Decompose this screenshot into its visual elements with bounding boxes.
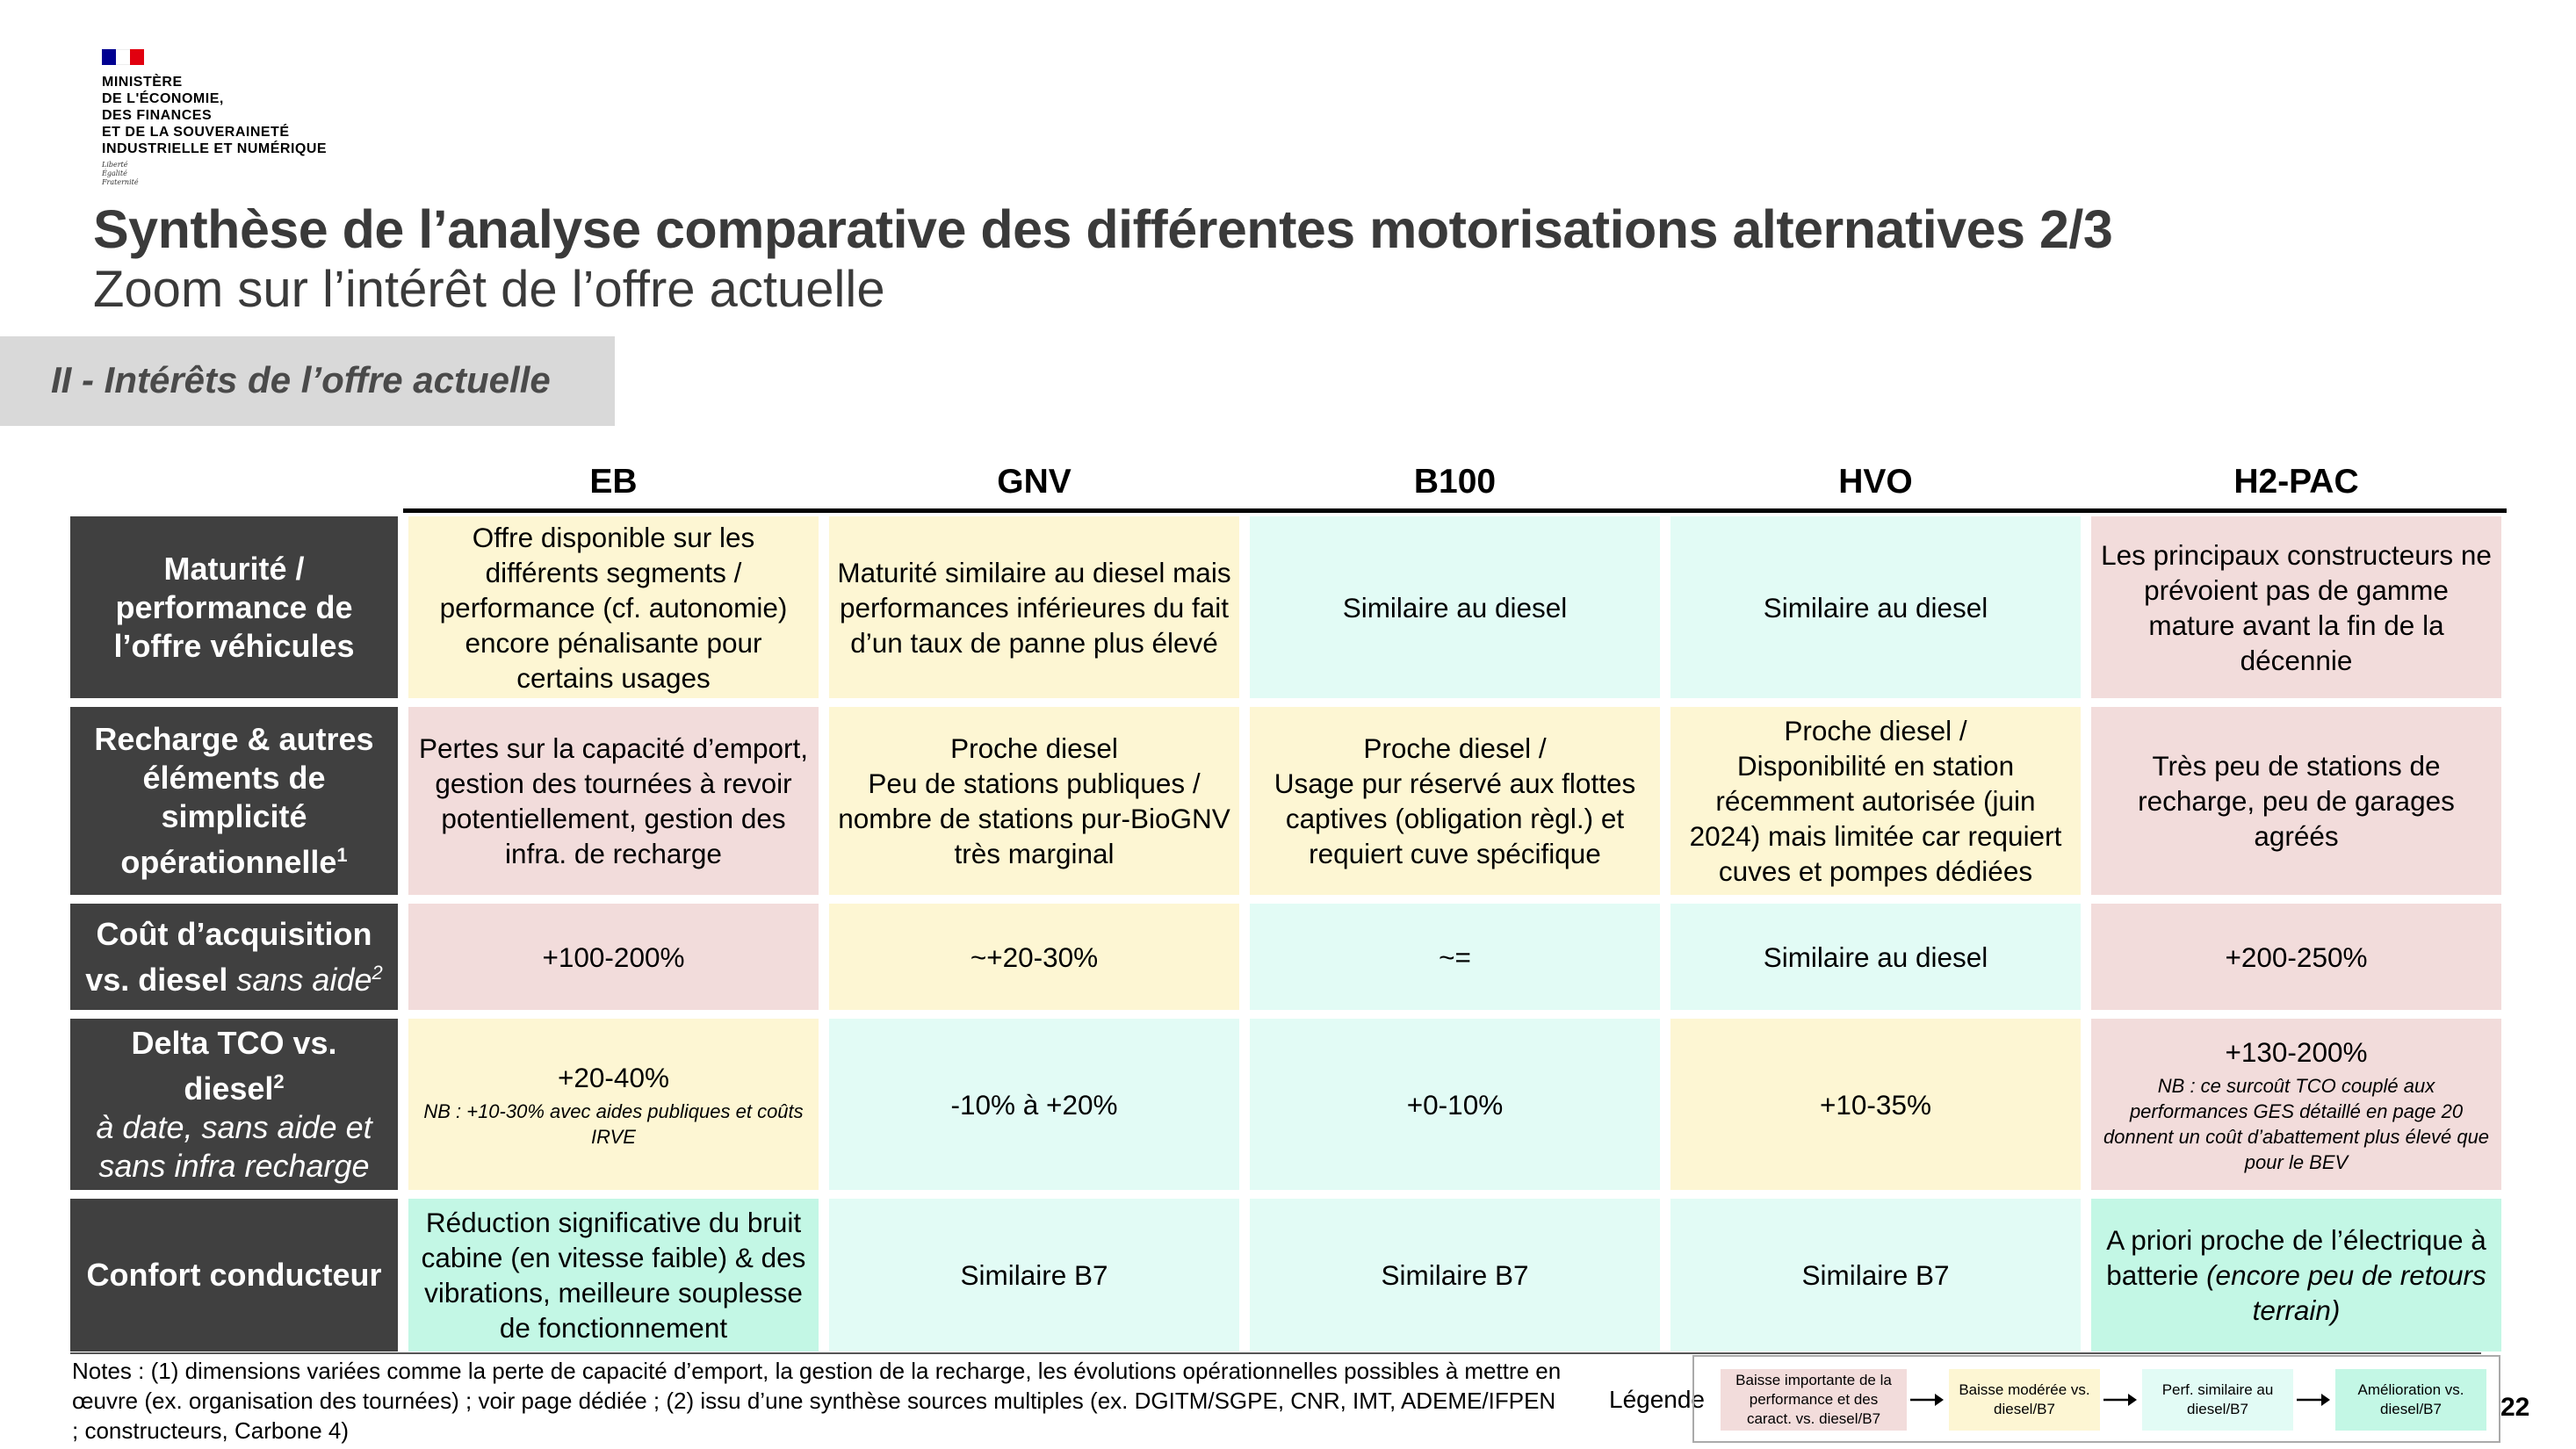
row-header-label bbox=[81, 720, 387, 882]
table-cell bbox=[2091, 1019, 2501, 1190]
legend-item-moderate-decrease: Baisse modérée vs. diesel/B7 bbox=[1949, 1369, 2100, 1431]
column-header-h2pac: H2-PAC bbox=[2091, 457, 2501, 508]
page-number: 22 bbox=[2500, 1393, 2530, 1422]
table-cell bbox=[2091, 904, 2501, 1010]
cell-text: Similaire au diesel bbox=[1763, 591, 1988, 624]
row-header-label bbox=[81, 915, 387, 999]
ministry-name-line: MINISTÈRE bbox=[102, 75, 183, 90]
motto-line: Égalité bbox=[102, 169, 127, 177]
cell-text bbox=[2098, 1222, 2494, 1328]
cell-text: +130-200% bbox=[2225, 1035, 2368, 1068]
table-cell bbox=[829, 707, 1239, 895]
table-cell bbox=[408, 904, 819, 1010]
table-cell bbox=[1670, 1199, 2081, 1352]
cell-text: Proche diesel Peu de stations publiques / nombre de stations pur-BioGNV très marginal bbox=[838, 732, 1230, 869]
arrow-right-icon bbox=[1910, 1392, 1945, 1408]
table-corner bbox=[70, 457, 398, 508]
table-cell bbox=[2091, 516, 2501, 698]
table-cell bbox=[1250, 707, 1660, 895]
motto-line: Fraternité bbox=[102, 178, 139, 186]
legend-item-strong-decrease: Baisse importante de la performance et des caract. vs. diesel/B7 bbox=[1721, 1369, 1907, 1431]
table-cell bbox=[408, 516, 819, 698]
row-header-maturity bbox=[70, 516, 398, 698]
comparison-table bbox=[70, 457, 2501, 1352]
cell-text: +200-250% bbox=[2225, 941, 2368, 973]
table-cell bbox=[1250, 1199, 1660, 1352]
row-header-label: Maturité / performance de l’offre véhicules bbox=[113, 550, 355, 664]
cell-text: Similaire B7 bbox=[1801, 1259, 1950, 1291]
table-cell bbox=[829, 1019, 1239, 1190]
ministry-name-line: ET DE LA SOUVERAINETÉ bbox=[102, 125, 290, 140]
cell-text: Similaire au diesel bbox=[1342, 591, 1568, 624]
cell-text: ~= bbox=[1439, 941, 1471, 973]
column-header-gnv: GNV bbox=[829, 457, 1239, 508]
legend-item-similar: Perf. similaire au diesel/B7 bbox=[2142, 1369, 2293, 1431]
legend-item-improvement: Amélioration vs. diesel/B7 bbox=[2335, 1369, 2486, 1431]
arrow-right-icon bbox=[2297, 1392, 2332, 1408]
column-header-eb: EB bbox=[408, 457, 819, 508]
arrow-right-icon bbox=[2103, 1392, 2139, 1408]
footnotes: Notes : (1) dimensions variées comme la perte de capacité d’emport, la gestion de la recharge, les évolutions opérationnelles possibles à mettre en œuvre (ex. organisation des tournées) ; voir page dédiée ; (2) issu d’une synthèse sources multiples (ex. DGITM/SGPE, CNR, IMT, ADEME/IFPEN ; constructeurs, Carbone 4) bbox=[72, 1358, 1562, 1444]
motto-line: Liberté bbox=[102, 161, 128, 169]
section-label: II - Intérêts de l’offre actuelle bbox=[51, 359, 551, 400]
cell-note: NB : ce surcoût TCO couplé aux performances GES détaillé en page 20 donnent un coût d’abattement plus élevé que pour le BEV bbox=[2103, 1074, 2490, 1173]
row-header-label bbox=[81, 1024, 387, 1186]
cell-note: NB : +10-30% avec aides publiques et coûts IRVE bbox=[423, 1099, 804, 1148]
cell-text: +0-10% bbox=[1406, 1088, 1504, 1121]
cell-text: Les principaux constructeurs ne prévoient pas de gamme mature avant la fin de la décennie bbox=[2101, 538, 2492, 676]
cell-text: -10% à +20% bbox=[950, 1088, 1118, 1121]
row-header-text: Coût d’acquisition vs. diesel bbox=[85, 915, 372, 998]
table-cell bbox=[829, 516, 1239, 698]
section-tag bbox=[0, 336, 615, 426]
cell-text: +100-200% bbox=[542, 941, 685, 973]
column-header-hvo: HVO bbox=[1670, 457, 2081, 508]
page-subtitle: Zoom sur l’intérêt de l’offre actuelle bbox=[93, 261, 885, 318]
legend bbox=[1692, 1355, 2500, 1443]
cell-text-italic: (encore peu de retours terrain) bbox=[2206, 1259, 2486, 1326]
footnote-ref: 2 bbox=[372, 961, 383, 984]
motto bbox=[102, 161, 327, 187]
page-title: Synthèse de l’analyse comparative des différentes motorisations alternatives 2/3 bbox=[93, 199, 2113, 259]
cell-text: +10-35% bbox=[1820, 1088, 1931, 1121]
row-header-delta-tco bbox=[70, 1019, 398, 1190]
row-header-italic: sans aide bbox=[236, 961, 372, 998]
ministry-name-line: INDUSTRIELLE ET NUMÉRIQUE bbox=[102, 141, 328, 156]
row-header-italic: à date, sans aide et sans infra recharge bbox=[96, 1108, 372, 1184]
table-cell bbox=[408, 707, 819, 895]
cell-text: Pertes sur la capacité d’emport, gestion des tournées à revoir potentiellement, gestion des infra. de recharge bbox=[419, 732, 808, 869]
cell-text: Similaire B7 bbox=[960, 1259, 1108, 1291]
cell-text: Offre disponible sur les différents segments / performance (cf. autonomie) encore pénalisante pour certains usages bbox=[439, 521, 788, 694]
footnote-ref: 2 bbox=[273, 1070, 285, 1092]
table-cell bbox=[1670, 707, 2081, 895]
column-header-b100: B100 bbox=[1250, 457, 1660, 508]
ministry-name-line: DES FINANCES bbox=[102, 108, 213, 123]
cell-text: Très peu de stations de recharge, peu de garages agréés bbox=[2138, 750, 2455, 852]
row-header-acquisition-cost bbox=[70, 904, 398, 1010]
footer-divider bbox=[70, 1352, 2481, 1354]
table-cell bbox=[1670, 904, 2081, 1010]
table-cell bbox=[829, 904, 1239, 1010]
table-cell bbox=[1250, 904, 1660, 1010]
cell-text: Maturité similaire au diesel mais performances inférieures du fait d’un taux de panne plus élevé bbox=[837, 556, 1231, 659]
cell-text-main: A priori proche de l’électrique à batterie bbox=[2106, 1224, 2486, 1291]
table-cell bbox=[408, 1019, 819, 1190]
cell-text: Réduction significative du bruit cabine (en vitesse faible) & des vibrations, meilleure souplesse de fonctionnement bbox=[421, 1207, 806, 1344]
row-header-text: Delta TCO vs. diesel bbox=[131, 1024, 337, 1107]
row-header-label: Confort conducteur bbox=[86, 1257, 382, 1293]
ministry-name-line: DE L'ÉCONOMIE, bbox=[102, 91, 224, 106]
legend-label: Légende bbox=[1609, 1386, 1706, 1413]
table-cell bbox=[2091, 707, 2501, 895]
table-cell bbox=[1670, 1019, 2081, 1190]
table-cell bbox=[1250, 1019, 1660, 1190]
ministry-logo bbox=[102, 49, 327, 187]
table-cell bbox=[2091, 1199, 2501, 1352]
cell-text: Proche diesel / Disponibilité en station récemment autorisée (juin 2024) mais limitée car requiert cuves et pompes dédiées bbox=[1689, 715, 2062, 887]
cell-text: Similaire B7 bbox=[1381, 1259, 1529, 1291]
cell-text: +20-40% bbox=[558, 1061, 669, 1093]
cell-text: ~+20-30% bbox=[970, 941, 1099, 973]
row-header-text: Recharge & autres éléments de simplicité opérationnelle bbox=[94, 721, 374, 880]
table-cell bbox=[408, 1199, 819, 1352]
table-cell bbox=[829, 1199, 1239, 1352]
table-cell bbox=[1250, 516, 1660, 698]
row-header-driver-comfort bbox=[70, 1199, 398, 1352]
french-flag-icon bbox=[102, 49, 144, 65]
footnote-ref: 1 bbox=[336, 844, 348, 866]
cell-text: Similaire au diesel bbox=[1763, 941, 1988, 973]
row-header-recharge bbox=[70, 707, 398, 895]
cell-text: Proche diesel / Usage pur réservé aux flottes captives (obligation règl.) et requiert cuve spécifique bbox=[1274, 732, 1636, 869]
table-cell bbox=[1670, 516, 2081, 698]
